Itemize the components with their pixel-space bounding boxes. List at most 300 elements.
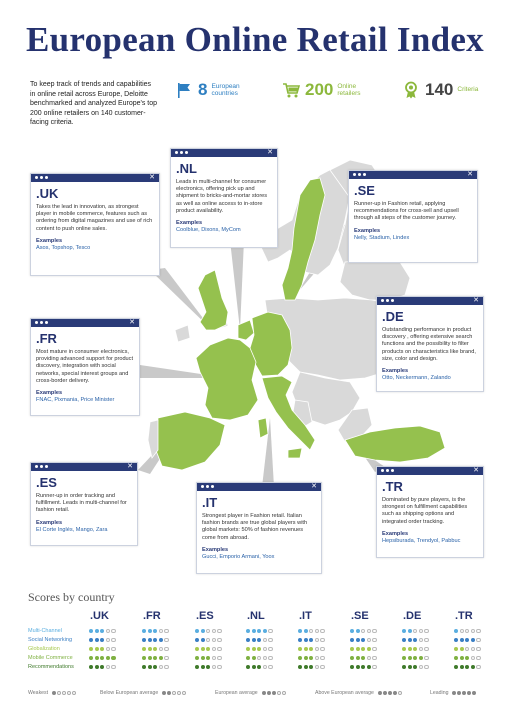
- score-dot-empty: [159, 647, 163, 651]
- card-se-examples-label: Examples: [354, 227, 381, 234]
- legend-label: Above European average: [315, 690, 374, 696]
- close-icon[interactable]: ✕: [473, 297, 479, 304]
- card-nl-titlebar: [171, 149, 277, 157]
- score-dot-empty: [111, 665, 115, 669]
- score-dot-empty: [476, 665, 480, 669]
- score-dots: [142, 647, 169, 651]
- score-dot-filled: [413, 665, 417, 669]
- legend-dot-filled: [452, 691, 456, 695]
- legend-dots: [378, 691, 402, 695]
- card-tr-examples-label: Examples: [382, 530, 409, 537]
- score-dots: [246, 656, 273, 660]
- score-dot-empty: [424, 638, 428, 642]
- map-de: [250, 312, 292, 376]
- score-dot-filled: [201, 638, 205, 642]
- score-dot-filled: [148, 629, 152, 633]
- scores-column-header: .FR: [143, 610, 161, 622]
- score-dot-filled: [350, 656, 354, 660]
- stat-countries-label-line2: countries: [211, 90, 238, 97]
- score-dots: [246, 665, 273, 669]
- window-dots: [381, 469, 394, 472]
- score-dot-empty: [263, 656, 267, 660]
- score-dots: [454, 647, 481, 651]
- stat-criteria-number: 140: [425, 80, 454, 99]
- score-dot-empty: [106, 629, 110, 633]
- score-dot-empty: [424, 647, 428, 651]
- score-dot-filled: [460, 647, 464, 651]
- card-es-examples: El Corte Inglés, Mango, Zara: [36, 526, 108, 533]
- card-nl: [170, 148, 278, 248]
- stat-criteria-label: Criteria: [457, 86, 479, 94]
- legend-dot-empty: [172, 691, 176, 695]
- legend-item: [215, 690, 286, 696]
- score-dot-filled: [148, 665, 152, 669]
- scores-column-header: .TR: [455, 610, 473, 622]
- score-dot-filled: [246, 656, 250, 660]
- score-dot-filled: [148, 656, 152, 660]
- score-dot-filled: [465, 638, 469, 642]
- score-dots: [195, 665, 222, 669]
- card-it-code: .IT: [202, 495, 218, 510]
- scores-row-label: Globalization: [28, 646, 60, 652]
- legend-item: [100, 690, 186, 696]
- score-dot-empty: [320, 647, 324, 651]
- card-de: [376, 296, 484, 392]
- score-dot-filled: [304, 638, 308, 642]
- score-dot-filled: [153, 656, 157, 660]
- score-dot-filled: [159, 656, 163, 660]
- card-fr-titlebar: [31, 319, 139, 327]
- card-uk-desc: Takes the lead in innovation, as strongest player in mobile commerce, features such as ordering from digital magazines and use of rich content to push online sales.: [36, 204, 153, 232]
- card-tr-desc: Dominated by pure players, is the strongest on fulfillment capabilities such as shipping options and integrated order tracking.: [382, 497, 468, 525]
- score-dots: [89, 647, 116, 651]
- score-dot-empty: [372, 629, 376, 633]
- legend-dot-empty: [177, 691, 181, 695]
- scores-column-header: .UK: [90, 610, 109, 622]
- legend-dot-empty: [67, 691, 71, 695]
- card-uk-examples: Asos, Topshop, Tesco: [36, 244, 91, 251]
- card-fr: [30, 318, 140, 416]
- score-dot-empty: [372, 656, 376, 660]
- score-dot-empty: [212, 638, 216, 642]
- legend-item: [28, 690, 76, 696]
- card-uk-examples-label: Examples: [36, 237, 63, 244]
- score-dot-filled: [153, 665, 157, 669]
- score-dot-filled: [246, 647, 250, 651]
- score-dot-empty: [424, 629, 428, 633]
- score-dot-filled: [100, 647, 104, 651]
- map-portugal: [148, 420, 158, 458]
- score-dot-filled: [361, 647, 365, 651]
- legend-dot-empty: [398, 691, 402, 695]
- card-uk: [30, 173, 160, 276]
- score-dot-filled: [471, 665, 475, 669]
- score-dots: [298, 656, 325, 660]
- score-dot-empty: [212, 665, 216, 669]
- score-dot-filled: [402, 665, 406, 669]
- scores-column-header: .DE: [403, 610, 422, 622]
- card-nl-code: .NL: [176, 161, 197, 176]
- score-dot-filled: [195, 647, 199, 651]
- score-dot-empty: [361, 629, 365, 633]
- score-dot-filled: [361, 665, 365, 669]
- score-dot-empty: [476, 647, 480, 651]
- score-dot-filled: [142, 629, 146, 633]
- score-dot-empty: [471, 656, 475, 660]
- score-dot-filled: [454, 656, 458, 660]
- score-dot-filled: [111, 656, 115, 660]
- score-dot-empty: [217, 656, 221, 660]
- close-icon[interactable]: ✕: [267, 149, 273, 156]
- score-dots: [246, 638, 273, 642]
- card-it: [196, 482, 322, 574]
- stat-retailers-number: 200: [305, 80, 334, 99]
- score-dot-empty: [367, 629, 371, 633]
- score-dot-filled: [454, 638, 458, 642]
- window-dots: [35, 176, 48, 179]
- score-dot-filled: [402, 647, 406, 651]
- score-dot-empty: [212, 629, 216, 633]
- score-dot-empty: [424, 656, 428, 660]
- score-dot-filled: [356, 656, 360, 660]
- score-dots: [195, 656, 222, 660]
- score-dot-empty: [320, 638, 324, 642]
- legend-dots: [162, 691, 186, 695]
- score-dot-empty: [465, 647, 469, 651]
- score-dot-filled: [195, 665, 199, 669]
- score-dot-filled: [413, 638, 417, 642]
- score-dot-empty: [424, 665, 428, 669]
- card-se: [348, 170, 478, 263]
- score-dot-filled: [106, 656, 110, 660]
- score-dot-filled: [153, 638, 157, 642]
- score-dot-empty: [465, 629, 469, 633]
- score-dot-filled: [148, 647, 152, 651]
- map-nl: [238, 320, 254, 340]
- score-dot-filled: [257, 647, 261, 651]
- score-dot-filled: [304, 656, 308, 660]
- score-dot-filled: [367, 647, 371, 651]
- score-dot-filled: [309, 665, 313, 669]
- score-dot-empty: [367, 638, 371, 642]
- score-dot-empty: [320, 665, 324, 669]
- page-title: European Online Retail Index: [26, 20, 484, 59]
- legend-dot-filled: [393, 691, 397, 695]
- score-dot-empty: [206, 638, 210, 642]
- score-dot-filled: [201, 629, 205, 633]
- score-dot-empty: [419, 629, 423, 633]
- score-dot-empty: [263, 638, 267, 642]
- score-dots: [298, 647, 325, 651]
- score-dots: [350, 629, 377, 633]
- score-dots: [246, 647, 273, 651]
- card-nl-examples: Coolblue, Dixons, MyCom: [176, 227, 241, 234]
- legend-item: [430, 690, 476, 696]
- score-dot-filled: [246, 629, 250, 633]
- stat-retailers-label-line1: Online: [337, 82, 357, 90]
- legend-dot-filled: [383, 691, 387, 695]
- score-dot-filled: [95, 665, 99, 669]
- score-dot-filled: [201, 647, 205, 651]
- score-dot-filled: [465, 665, 469, 669]
- score-dot-empty: [413, 629, 417, 633]
- legend-dot-empty: [277, 691, 281, 695]
- score-dot-empty: [315, 638, 319, 642]
- map-es: [155, 412, 225, 470]
- legend-dot-empty: [282, 691, 286, 695]
- score-dot-filled: [298, 638, 302, 642]
- window-dots: [353, 173, 366, 176]
- score-dot-filled: [298, 629, 302, 633]
- card-uk-code: .UK: [36, 186, 59, 201]
- score-dot-filled: [298, 665, 302, 669]
- scores-column-header: .SE: [351, 610, 369, 622]
- score-dots: [195, 638, 222, 642]
- legend-dot-filled: [52, 691, 56, 695]
- score-dot-filled: [201, 665, 205, 669]
- map-it-sardinia: [258, 418, 268, 438]
- legend-dot-filled: [162, 691, 166, 695]
- score-dot-filled: [252, 665, 256, 669]
- card-se-titlebar: [349, 171, 477, 179]
- legend-dot-filled: [388, 691, 392, 695]
- score-dot-empty: [476, 638, 480, 642]
- scores-row-label: Mobile Commerce: [28, 655, 73, 661]
- card-se-code: .SE: [354, 183, 375, 198]
- legend-dot-filled: [267, 691, 271, 695]
- score-dot-filled: [298, 647, 302, 651]
- stat-retailers-label-line2: retailers: [337, 90, 361, 97]
- score-dot-filled: [100, 638, 104, 642]
- score-dot-filled: [356, 665, 360, 669]
- score-dot-filled: [454, 647, 458, 651]
- score-dot-filled: [201, 656, 205, 660]
- stat-countries-label-line1: European: [211, 82, 240, 90]
- score-dots: [402, 647, 429, 651]
- legend-dot-filled: [262, 691, 266, 695]
- score-dots: [402, 629, 429, 633]
- score-dot-empty: [268, 647, 272, 651]
- score-dot-empty: [164, 665, 168, 669]
- score-dot-filled: [100, 629, 104, 633]
- close-icon[interactable]: ✕: [149, 174, 155, 181]
- card-tr-titlebar: [377, 467, 483, 475]
- score-dot-filled: [408, 656, 412, 660]
- card-it-desc: Strongest player in Fashion retail. Italian fashion brands are true global players with global markets: 50% of fashion revenues come from abroad.: [202, 513, 308, 541]
- score-dot-empty: [320, 629, 324, 633]
- score-dots: [142, 665, 169, 669]
- scores-row-label: Social Networking: [28, 637, 73, 643]
- card-es-code: .ES: [36, 475, 57, 490]
- legend-dot-filled: [462, 691, 466, 695]
- score-dot-filled: [252, 647, 256, 651]
- legend-dot-filled: [457, 691, 461, 695]
- score-dot-filled: [454, 665, 458, 669]
- close-icon[interactable]: ✕: [311, 483, 317, 490]
- score-dot-empty: [164, 656, 168, 660]
- score-dots: [350, 665, 377, 669]
- score-dot-filled: [252, 638, 256, 642]
- score-dot-filled: [89, 629, 93, 633]
- legend-dot-empty: [72, 691, 76, 695]
- card-de-examples: Otto, Neckermann, Zalando: [382, 375, 451, 382]
- score-dot-empty: [419, 638, 423, 642]
- score-dot-filled: [206, 656, 210, 660]
- score-dot-empty: [217, 638, 221, 642]
- score-dot-empty: [372, 647, 376, 651]
- score-dot-empty: [106, 647, 110, 651]
- score-dot-filled: [142, 665, 146, 669]
- score-dot-filled: [402, 629, 406, 633]
- score-dots: [454, 638, 481, 642]
- score-dot-empty: [206, 629, 210, 633]
- score-dot-empty: [268, 629, 272, 633]
- card-nl-desc: Leads in multi-channel for consumer electronics, offering pick up and shipment to bricks-and-mortar stores as well as online access to in-store product availability.: [176, 179, 268, 214]
- score-dot-filled: [257, 629, 261, 633]
- score-dot-filled: [142, 638, 146, 642]
- close-icon[interactable]: ✕: [129, 319, 135, 326]
- score-dot-empty: [164, 629, 168, 633]
- window-dots: [201, 485, 214, 488]
- score-dot-empty: [111, 638, 115, 642]
- score-dot-empty: [419, 665, 423, 669]
- score-dots: [454, 665, 481, 669]
- score-dot-filled: [252, 629, 256, 633]
- score-dots: [298, 629, 325, 633]
- score-dot-filled: [402, 638, 406, 642]
- score-dot-empty: [367, 656, 371, 660]
- card-de-titlebar: [377, 297, 483, 305]
- score-dot-filled: [309, 638, 313, 642]
- score-dot-filled: [361, 656, 365, 660]
- score-dots: [89, 638, 116, 642]
- score-dot-empty: [263, 665, 267, 669]
- score-dot-empty: [372, 638, 376, 642]
- score-dots: [454, 656, 481, 660]
- score-dots: [350, 647, 377, 651]
- score-dot-filled: [356, 638, 360, 642]
- score-dot-empty: [372, 665, 376, 669]
- score-dots: [89, 629, 116, 633]
- stat-countries-number: 8: [198, 80, 208, 99]
- score-dot-empty: [111, 629, 115, 633]
- legend-label: Weakest: [28, 690, 49, 696]
- score-dots: [142, 629, 169, 633]
- score-dot-filled: [100, 665, 104, 669]
- card-tr: [376, 466, 484, 558]
- score-dot-empty: [315, 665, 319, 669]
- score-dot-filled: [148, 638, 152, 642]
- card-tr-examples: Hepsiburada, Trendyol, Pabbuc: [382, 537, 461, 544]
- score-dot-filled: [465, 656, 469, 660]
- score-dot-empty: [315, 647, 319, 651]
- score-dot-empty: [320, 656, 324, 660]
- score-dots: [89, 665, 116, 669]
- score-dot-filled: [460, 665, 464, 669]
- score-dots: [195, 629, 222, 633]
- score-dot-filled: [304, 629, 308, 633]
- legend-dot-filled: [467, 691, 471, 695]
- score-dots: [350, 638, 377, 642]
- score-dot-filled: [95, 656, 99, 660]
- score-dot-filled: [89, 665, 93, 669]
- intro-text: To keep track of trends and capabilities in online retail across Europe, Deloitte benchmarked and analyzed Europe's top 200 online retailers on 140 customer-facing criteria.: [30, 81, 158, 127]
- score-dots: [350, 656, 377, 660]
- score-dot-filled: [195, 629, 199, 633]
- close-icon[interactable]: ✕: [127, 463, 133, 470]
- score-dot-empty: [217, 665, 221, 669]
- card-se-examples: Nelly, Stadium, Lindex: [354, 234, 410, 241]
- card-fr-examples: FNAC, Pixmania, Price Minister: [36, 397, 115, 404]
- score-dots: [402, 665, 429, 669]
- window-dots: [35, 321, 48, 324]
- score-dots: [142, 638, 169, 642]
- score-dot-empty: [164, 647, 168, 651]
- score-dot-filled: [100, 656, 104, 660]
- card-es-examples-label: Examples: [36, 519, 63, 526]
- card-fr-examples-label: Examples: [36, 390, 63, 397]
- legend-dot-filled: [378, 691, 382, 695]
- scores-row-label: Multi-Channel: [28, 628, 62, 634]
- score-dots: [89, 656, 116, 660]
- card-se-desc: Runner-up in Fashion retail, applying recommendations for cross-sell and upsell through all steps of the customer journey.: [354, 201, 459, 222]
- scores-column-header: .ES: [196, 610, 214, 622]
- legend-dot-empty: [182, 691, 186, 695]
- score-dot-empty: [217, 647, 221, 651]
- score-dot-empty: [257, 656, 261, 660]
- score-dot-filled: [298, 656, 302, 660]
- map-uk: [198, 270, 228, 330]
- score-dot-filled: [402, 656, 406, 660]
- legend-dot-empty: [57, 691, 61, 695]
- scores-column-header: .NL: [247, 610, 265, 622]
- legend-label: Below European average: [100, 690, 159, 696]
- legend-dot-empty: [62, 691, 66, 695]
- score-dot-empty: [111, 647, 115, 651]
- score-dot-filled: [356, 647, 360, 651]
- score-dot-filled: [206, 665, 210, 669]
- pointer-nl: [230, 240, 244, 330]
- score-dot-filled: [419, 656, 423, 660]
- card-it-examples: Gucci, Emporio Armani, Yoox: [202, 553, 275, 560]
- score-dot-filled: [252, 656, 256, 660]
- close-icon[interactable]: ✕: [473, 467, 479, 474]
- card-es: [30, 462, 138, 546]
- score-dots: [246, 629, 273, 633]
- legend-dot-filled: [472, 691, 476, 695]
- window-dots: [35, 465, 48, 468]
- score-dots: [142, 656, 169, 660]
- score-dot-filled: [263, 629, 267, 633]
- card-nl-examples-label: Examples: [176, 220, 203, 227]
- score-dot-empty: [217, 629, 221, 633]
- score-dot-empty: [476, 656, 480, 660]
- score-dot-filled: [350, 647, 354, 651]
- score-dot-filled: [206, 647, 210, 651]
- score-dot-filled: [257, 638, 261, 642]
- close-icon[interactable]: ✕: [467, 171, 473, 178]
- score-dot-empty: [309, 629, 313, 633]
- score-dots: [402, 638, 429, 642]
- score-dot-filled: [304, 665, 308, 669]
- score-dot-filled: [195, 638, 199, 642]
- score-dot-filled: [408, 629, 412, 633]
- score-dot-filled: [142, 656, 146, 660]
- score-dot-filled: [471, 638, 475, 642]
- score-dot-filled: [356, 629, 360, 633]
- score-dot-filled: [454, 629, 458, 633]
- legend-label: European average: [215, 690, 258, 696]
